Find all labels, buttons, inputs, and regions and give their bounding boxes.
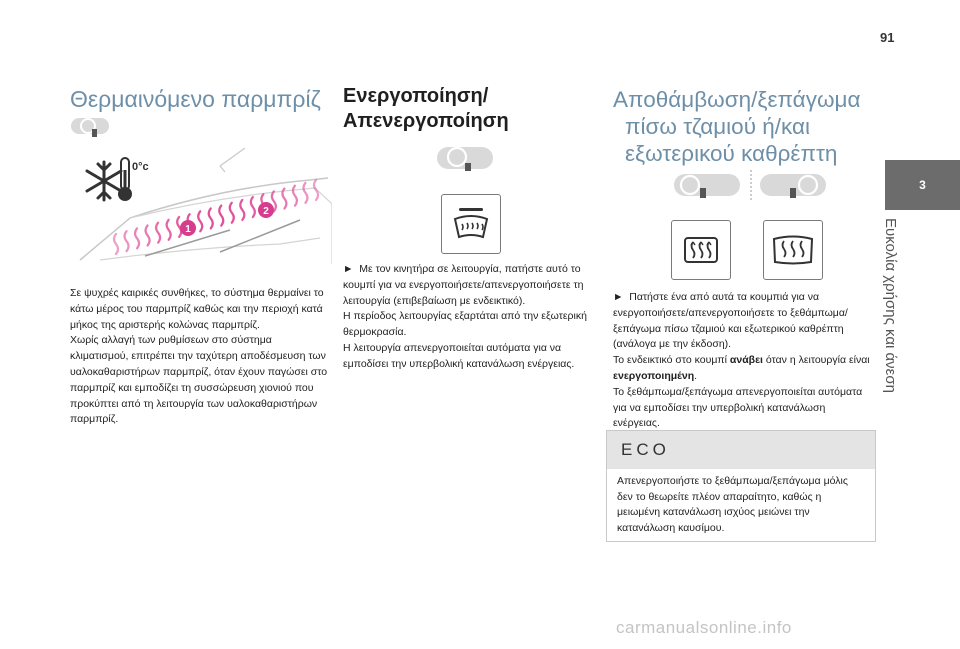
callout-2 xyxy=(258,202,274,218)
rear-demist-icon xyxy=(672,221,730,279)
snowflake-icon xyxy=(87,162,121,200)
eco-text: Απενεργοποιήστε το ξεθάμπωμα/ξεπάγωμα μόλις δεν το θεωρείτε πλέον απαραίτητο, καθώς η μειωμένη κατανάλωση ισχύος μειώνει την κατανάλωση καυσίμου. xyxy=(617,475,848,534)
heat-wave xyxy=(198,211,202,231)
heated-windscreen-title: Θερμαινόμενο παρμπρίζ xyxy=(70,86,321,112)
watermark: carmanualsonline.info xyxy=(616,618,792,637)
svg-text:1: 1 xyxy=(185,224,191,235)
heat-wave xyxy=(146,225,150,245)
eco-box xyxy=(606,430,876,542)
col2-instruction xyxy=(343,262,588,309)
col2-paragraph-1: Η περίοδος λειτουργίας εξαρτάται από την εξωτερική θερμοκρασία. xyxy=(343,310,587,339)
activation-title-line-2: Απενεργοποίηση xyxy=(343,110,509,132)
heat-wave xyxy=(303,183,307,203)
steering-wheel-position-icon xyxy=(435,143,497,173)
heated-windscreen-button[interactable] xyxy=(441,194,501,254)
col2-paragraph-2: Η λειτουργία απενεργοποιείται αυτόματα για να εμποδίσει την υπερβολική κατανάλωση ενέργειας. xyxy=(343,341,575,370)
chapter-side-title xyxy=(879,218,959,458)
col1-paragraph-2: Χωρίς αλλαγή των ρυθμίσεων στο σύστημα κλιματισμού, επιτρέπει την ταχύτερη αποδέσμευση των υαλοκαθαριστήρων παρμπρίζ, όταν έχουν παγώσει στο παρμπρίζ και εμποδίζει τη συσσώρευση χιονιού που προκύπτει από τη λειτουργία των υαλοκαθαριστήρων παρμπρίζ. xyxy=(70,334,328,426)
thermometer-icon xyxy=(118,158,132,201)
col3-paragraph-2: Το ξεθάμπωμα/ξεπάγωμα απενεργοποιείται αυτόματα για να εμποδίσει την υπερβολική κατανάλωση ενέργειας. xyxy=(613,385,863,430)
col1-text xyxy=(70,286,332,428)
chapter-tab[interactable]: 3 xyxy=(885,160,960,210)
bullet-icon: ► xyxy=(613,291,624,303)
heat-wave xyxy=(293,186,297,206)
heat-wave xyxy=(125,231,129,251)
rear-demist-button-2[interactable] xyxy=(763,220,823,280)
col3-instruction-text: Πατήστε ένα από αυτά τα κουμπιά για να ενεργοποιήσετε/απενεργοποιήσετε το ξεθάμπωμα/ξεπάγωμα πίσω τζαμιού και εξωτερικού καθρέπτη (ανάλογα με την έκδοση). xyxy=(613,291,848,351)
chapter-title: Ευκολία χρήσης και άνεση xyxy=(882,218,899,393)
steering-wheel-position-icon xyxy=(70,116,110,138)
col3-instruction xyxy=(613,290,875,353)
demist-title xyxy=(613,86,875,167)
callout-1 xyxy=(180,220,196,236)
col3-indicator: Το ενδεικτικό στο κουμπί ανάβει όταν η λειτουργία είναι ενεργοποιημένη. xyxy=(613,354,870,382)
heat-wave xyxy=(251,197,255,217)
col2-text xyxy=(343,262,588,373)
steering-wheel-position-icons xyxy=(672,170,832,202)
heat-wave xyxy=(156,223,160,243)
demist-title-line-1: Αποθάμβωση/ξεπάγωμα xyxy=(613,87,861,112)
heat-wave xyxy=(219,206,223,226)
heated-windscreen-icon xyxy=(442,195,500,253)
activation-title-line-1: Ενεργοποίηση/ xyxy=(343,85,489,107)
heat-wave xyxy=(167,220,171,240)
eco-label: ECO xyxy=(607,431,875,469)
heat-wave xyxy=(240,200,244,220)
temperature-label: 0°c xyxy=(132,161,149,173)
demist-title-line-3: εξωτερικού καθρέπτη xyxy=(625,141,838,166)
steering-wheel-rhd-icon xyxy=(760,174,826,198)
col1-paragraph-1: Σε ψυχρές καιρικές συνθήκες, το σύστημα θερμαίνει το κάτω μέρος του παρμπρίζ καθώς και την περιοχή κατά μήκος της αριστερής κολώνας παρμπρίζ. xyxy=(70,287,324,331)
col3-text xyxy=(613,290,875,432)
heat-wave xyxy=(135,228,139,248)
heat-wave xyxy=(230,203,234,223)
rear-demist-mirror-icon xyxy=(764,221,822,279)
rear-demist-button-1[interactable] xyxy=(671,220,731,280)
page-number: 91 xyxy=(880,30,895,45)
windscreen-illustration xyxy=(70,148,332,264)
activation-title xyxy=(343,84,583,134)
svg-text:2: 2 xyxy=(263,206,269,217)
heat-wave xyxy=(114,234,118,254)
col2-instruction-text: Με τον κινητήρα σε λειτουργία, πατήστε αυτό το κουμπί για να ενεργοποιήσετε/απενεργοποιήσετε τη λειτουργία (επιβεβαίωση με ενδεικτικό). xyxy=(343,263,584,307)
bullet-icon: ► xyxy=(343,263,354,275)
steering-wheel-lhd-icon xyxy=(674,174,740,198)
heat-wave xyxy=(209,208,213,228)
demist-title-line-2: πίσω τζαμιού ή/και xyxy=(625,114,810,139)
